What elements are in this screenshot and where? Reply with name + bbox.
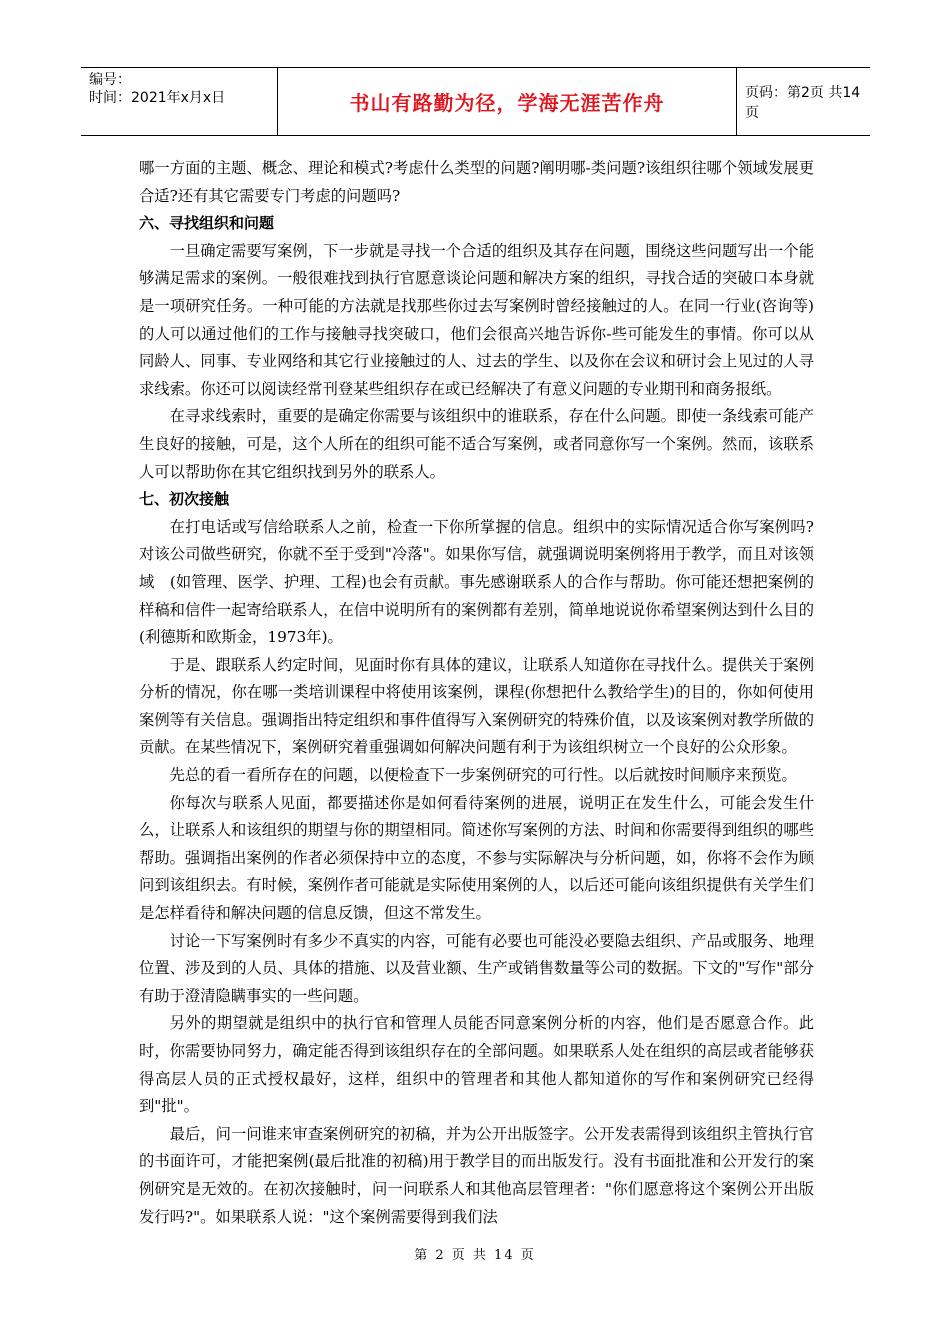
paragraph: 你每次与联系人见面，都要描述你是如何看待案例的进展，说明正在发生什么，可能会发生什么，让联系人和该组织的期望与你的期望相同。简述你写案例的方法、时间和你需要得到组织的哪些帮助。强调指出案例的作者必须保持中立的态度，不参与实际解决与分析问题，如，你将不会作为顾问到该组织去。有时候，案例作者可能就是实际使用案例的人，以后还可能向该组织提供有关学生们是怎样看待和解决问题的信息反馈，但这不常发生。 (139, 793, 814, 923)
paragraph: 在打电话或写信给联系人之前，检查一下你所掌握的信息。组织中的实际情况适合你写案例吗?对该公司做些研究，你就不至于受到"冷落"。如果你写信，就强调说明案例将用于教学，而且对该领域 (如管理、医学、护理、工程)也会有贡献。事先感谢联系人的合作与帮助。你可能还想把案例的样稿和信件一起寄给联系人，在信中说明所有的案例都有差别，简单地说说你希望案例达到什么目的(利德斯和欧斯金，1973年)。 (139, 517, 814, 647)
header-page-label: 页码：第2页 共14页 (745, 84, 861, 121)
page-header (81, 67, 870, 136)
paragraph: 一旦确定需要写案例，下一步就是寻找一个合适的组织及其存在问题，围绕这些问题写出一个能够满足需求的案例。一般很难找到执行官愿意谈论问题和解决方案的组织，寻找合适的突破口本身就是一项研究任务。一种可能的方法就是找那些你过去写案例时曾经接触过的人。在同一行业(咨询等)的人可以通过他们的工作与接触寻找突破口，他们会很高兴地告诉你-些可能发生的事情。你可以从同龄人、同事、专业网络和其它行业接触过的人、过去的学生、以及你在会议和研讨会上见过的人寻求线索。你还可以阅读经常刊登某些组织存在或已经解决了有意义问题的专业期刊和商务报纸。 (139, 241, 814, 398)
paragraph: 于是、跟联系人约定时间，见面时你有具体的建议，让联系人知道你在寻找什么。提供关于案例分析的情况，你在哪一类培训课程中将使用该案例，课程(你想把什么教给学生)的目的，你如何使用案例等有关信息。强调指出特定组织和事件值得写入案例研究的特殊价值，以及该案例对教学所做的贡献。在某些情况下，案例研究着重强调如何解决问题有利于为该组织树立一个良好的公众形象。 (139, 655, 814, 757)
paragraph: 先总的看一看所存在的问题，以便检查下一步案例研究的可行性。以后就按时间顺序来预览。 (169, 766, 797, 785)
paragraph: 最后，问一问谁来审查案例研究的初稿，并为公开出版签字。公开发表需得到该组织主管执行官的书面许可，才能把案例(最后批准的初稿)用于教学目的而出版发行。没有书面批准和公开发行的案例研究是无效的。在初次接触时，问一问联系人和其他高层管理者："你们愿意将这个案例公开出版发行吗?"。如果联系人说："这个案例需要得到我们法 (139, 1124, 814, 1226)
paragraph: 在寻求线索时，重要的是确定你需要与该组织中的谁联系，存在什么问题。即使一条线索可能产生良好的接触，可是，这个人所在的组织可能不适合写案例，或者同意你写一个案例。然而，该联系人可以帮助你在其它组织找到另外的联系人。 (139, 407, 814, 481)
paragraph: 讨论一下写案例时有多少不真实的内容，可能有必要也可能没必要隐去组织、产品或服务、地理位置、涉及到的人员、具体的措施、以及营业额、生产或销售数量等公司的数据。下文的"写作"部分有助于澄清隐瞒事实的一些问题。 (139, 931, 814, 1005)
paragraph: 另外的期望就是组织中的执行官和管理人员能否同意案例分析的内容，他们是否愿意合作。此时，你需要协同努力，确定能否得到该组织存在的全部问题。如果联系人处在组织的高层或者能够获得高层人员的正式授权最好，这样，组织中的管理者和其他人都知道你的写作和案例研究已经得到"批"。 (139, 1014, 814, 1116)
time-label: 时间：2021年x月x日 (89, 90, 226, 106)
header-info (81, 68, 278, 135)
page-footer: 第 2 页 共 14 页 (414, 1248, 536, 1263)
paragraph-continuation: 哪一方面的主题、概念、理论和模式?考虑什么类型的问题?阐明哪-类问题?该组织往哪个领域发展更合适?还有其它需要专门考虑的问题吗? (139, 159, 814, 205)
number-label: 编号： (89, 72, 131, 88)
header-motto: 书山有路勤为径，学海无涯苦作舟 (278, 68, 737, 135)
document-body (139, 155, 814, 1231)
section-heading-7: 七、初次接触 (139, 490, 230, 509)
section-heading-6: 六、寻找组织和问题 (139, 214, 275, 233)
